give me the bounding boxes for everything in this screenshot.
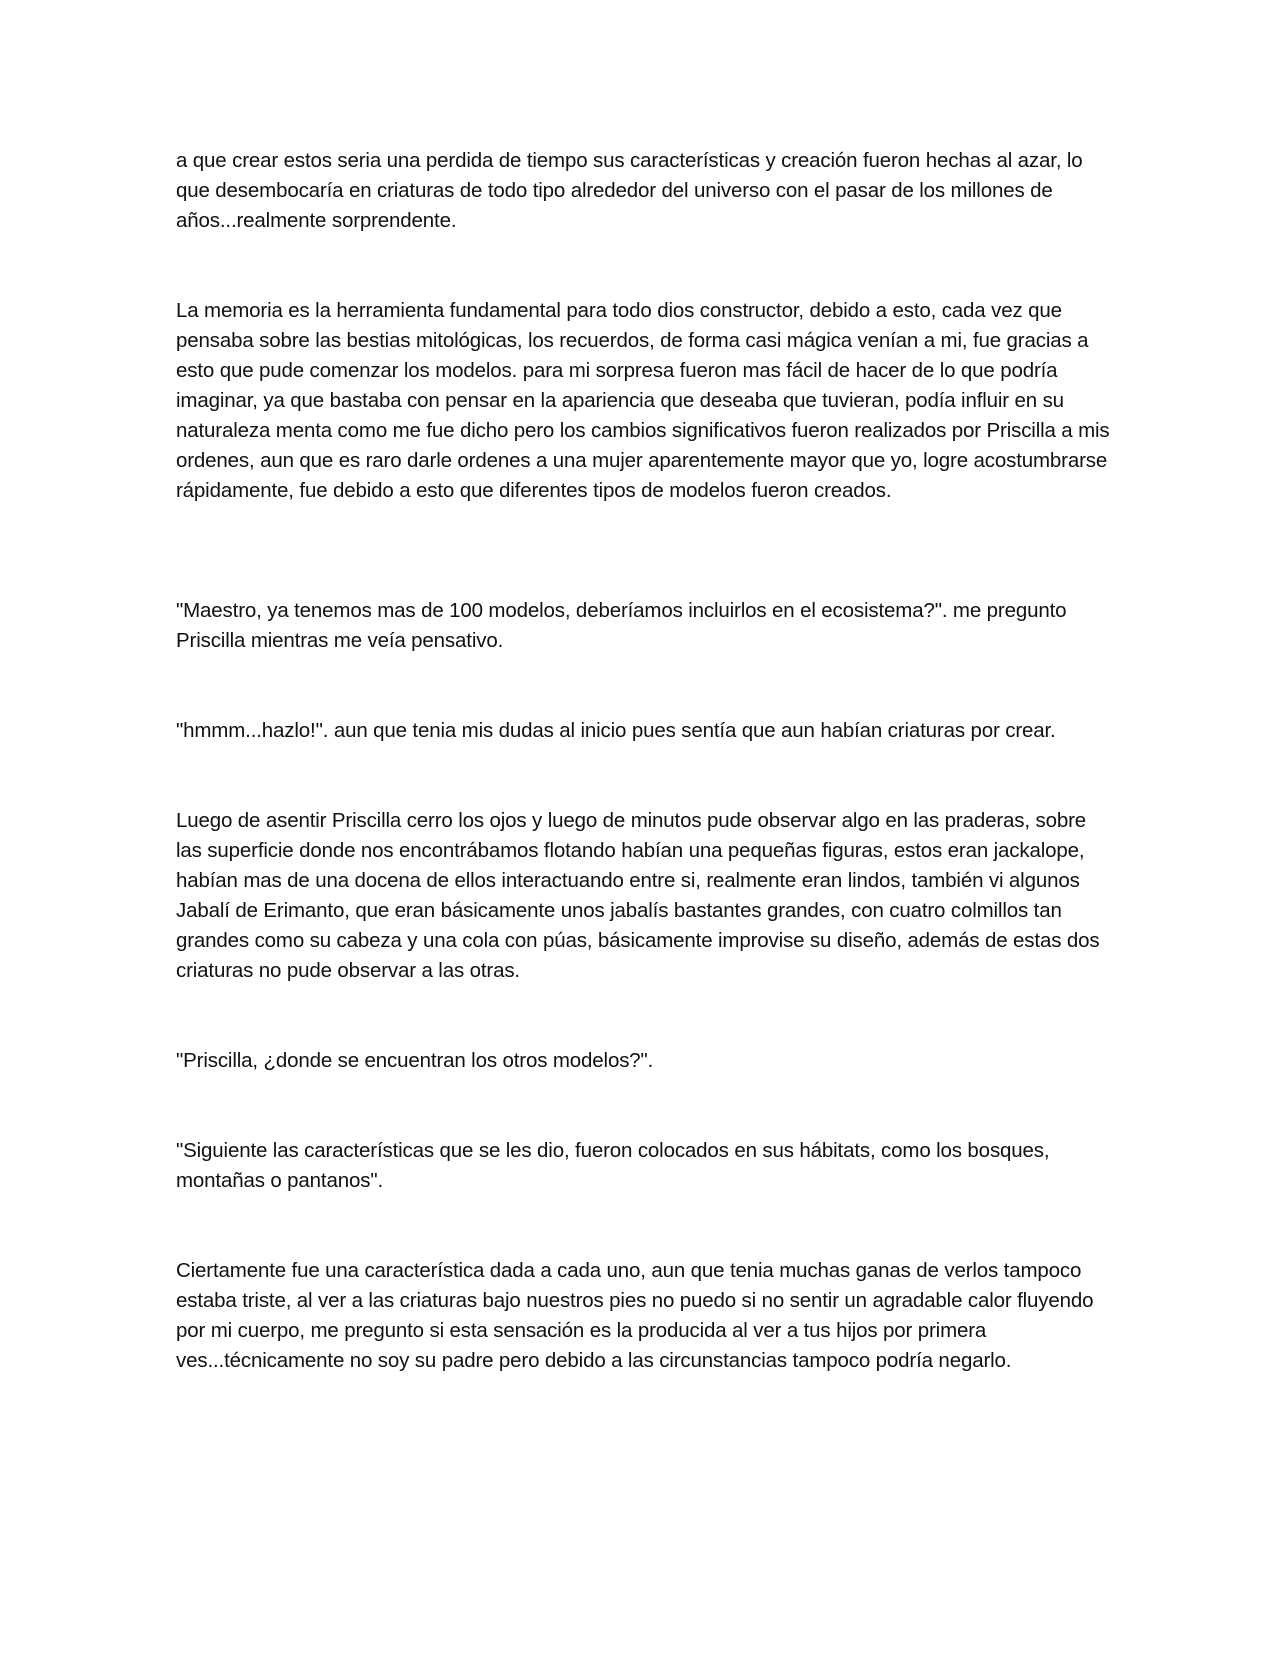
paragraph-1: a que crear estos seria una perdida de tiempo sus características y creación fueron hechas al azar, lo que desembocaría en criaturas de todo tipo alrededor del universo con el pasar de los millones de años...realmente sorprendente.: [176, 149, 1083, 232]
paragraph-2: La memoria es la herramienta fundamental para todo dios constructor, debido a esto, cada vez que pensaba sobre las bestias mitológicas, los recuerdos, de forma casi mágica venían a mi, fue gracias a esto que pude comenzar los modelos. para mi sorpresa fueron mas fácil de hacer de lo que podría imaginar, ya que bastaba con pensar en la apariencia que deseaba que tuvieran, podía influir en su naturaleza menta como me fue dicho pero los cambios significativos fueron realizados por Priscilla a mis ordenes, aun que es raro darle ordenes a una mujer aparentemente mayor que yo, logre acostumbrarse rápidamente, fue debido a esto que diferentes tipos de modelos fueron creados.: [176, 299, 1110, 502]
paragraph-7: "Siguiente las características que se les dio, fueron colocados en sus hábitats, como los bosques, montañas o pantanos".: [176, 1139, 1050, 1192]
paragraph-6: "Priscilla, ¿donde se encuentran los otros modelos?".: [176, 1049, 654, 1072]
paragraph-5: Luego de asentir Priscilla cerro los ojos y luego de minutos pude observar algo en las praderas, sobre las superficie donde nos encontrábamos flotando habían una pequeñas figuras, estos eran jackalope, habían mas de una docena de ellos interactuando entre si, realmente eran lindos, también vi algunos Jabalí de Erimanto, que eran básicamente unos jabalís bastantes grandes, con cuatro colmillos tan grandes como su cabeza y una cola con púas, básicamente improvise su diseño, además de estas dos criaturas no pude observar a las otras.: [176, 809, 1100, 982]
document-body: [176, 146, 1112, 1376]
paragraph-4: "hmmm...hazlo!". aun que tenia mis dudas al inicio pues sentía que aun habían criaturas por crear.: [176, 719, 1056, 742]
paragraph-3: "Maestro, ya tenemos mas de 100 modelos, deberíamos incluirlos en el ecosistema?". me pregunto Priscilla mientras me veía pensativo.: [176, 599, 1067, 652]
paragraph-8: Ciertamente fue una característica dada a cada uno, aun que tenia muchas ganas de verlos tampoco estaba triste, al ver a las criaturas bajo nuestros pies no puedo si no sentir un agradable calor fluyendo por mi cuerpo, me pregunto si esta sensación es la producida al ver a tus hijos por primera ves...técnicamente no soy su padre pero debido a las circunstancias tampoco podría negarlo.: [176, 1259, 1094, 1372]
